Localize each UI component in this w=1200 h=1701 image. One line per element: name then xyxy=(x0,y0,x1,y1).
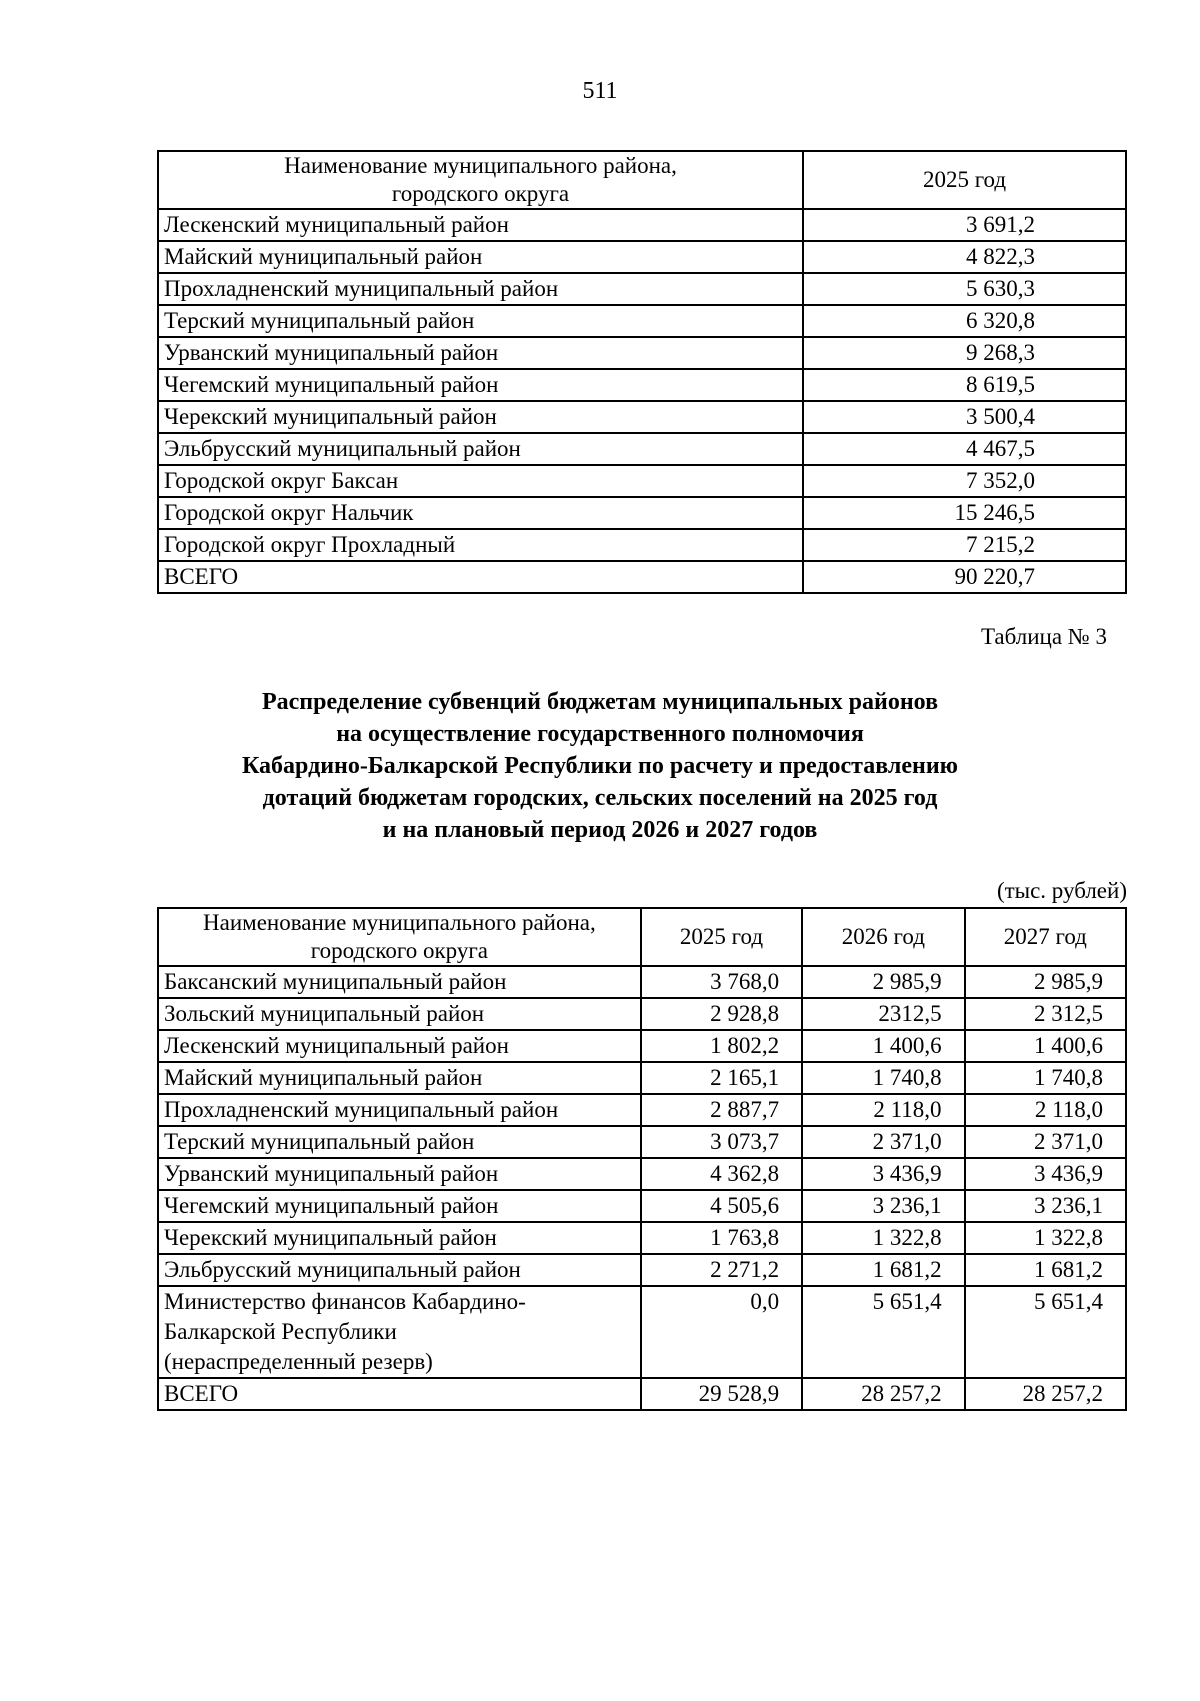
cell-name: Городской округ Нальчик xyxy=(158,497,803,529)
cell-2027: 3 436,9 xyxy=(965,1158,1126,1190)
cell-2025: 4 505,6 xyxy=(641,1190,802,1222)
table-row xyxy=(158,529,1126,561)
cell-2025: 1 802,2 xyxy=(641,1030,802,1062)
title-line: Кабардино-Балкарской Республики по расчету и предоставлению xyxy=(241,753,959,779)
cell-name: Эльбрусский муниципальный район xyxy=(158,1254,641,1286)
table-row xyxy=(158,465,1126,497)
table-row xyxy=(158,1062,1126,1094)
cell-name: Майский муниципальный район xyxy=(158,1062,641,1094)
cell-name: Зольский муниципальный район xyxy=(158,998,641,1030)
cell-name: Майский муниципальный район xyxy=(158,241,803,273)
table-row xyxy=(158,337,1126,369)
table-label: Таблица № 3 xyxy=(980,624,1107,649)
cell-2025: 9 268,3 xyxy=(803,337,1126,369)
column-header-2025: 2025 год xyxy=(641,908,802,966)
cell-2027: 1 740,8 xyxy=(965,1062,1126,1094)
cell-2026: 2 371,0 xyxy=(802,1126,964,1158)
table-row xyxy=(158,1158,1126,1190)
cell-2026: 2312,5 xyxy=(802,998,964,1030)
cell-name: Черекский муниципальный район xyxy=(158,401,803,433)
cell-name: Урванский муниципальный район xyxy=(158,337,803,369)
cell-2027: 2 118,0 xyxy=(965,1094,1126,1126)
cell-2025: 0,0 xyxy=(641,1286,802,1378)
total-row xyxy=(158,1378,1126,1410)
total-row xyxy=(158,561,1126,593)
column-header-name xyxy=(158,908,641,966)
table-row xyxy=(158,1254,1126,1286)
cell-name: Урванский муниципальный район xyxy=(158,1158,641,1190)
cell-2027: 1 681,2 xyxy=(965,1254,1126,1286)
title-line: Распределение субвенций бюджетам муниципальных районов xyxy=(261,689,939,715)
cell-2026: 2 985,9 xyxy=(802,966,964,998)
table-row xyxy=(158,1094,1126,1126)
page-number: 511 xyxy=(582,78,618,104)
table-row xyxy=(158,369,1126,401)
cell-2026: 3 236,1 xyxy=(802,1190,964,1222)
table-header-row xyxy=(158,908,1126,966)
cell-name: Черекский муниципальный район xyxy=(158,1222,641,1254)
cell-name: ВСЕГО xyxy=(158,561,803,593)
cell-name: ВСЕГО xyxy=(158,1378,641,1410)
table-row xyxy=(158,401,1126,433)
title-line: дотаций бюджетам городских, сельских поселений на 2025 год xyxy=(262,785,938,811)
cell-2026: 28 257,2 xyxy=(802,1378,964,1410)
table-row xyxy=(158,1190,1126,1222)
cell-name: Эльбрусский муниципальный район xyxy=(158,433,803,465)
cell-2027: 2 985,9 xyxy=(965,966,1126,998)
cell-2027: 28 257,2 xyxy=(965,1378,1126,1410)
cell-2027: 2 371,0 xyxy=(965,1126,1126,1158)
cell-2025: 8 619,5 xyxy=(803,369,1126,401)
cell-name: Городской округ Прохладный xyxy=(158,529,803,561)
cell-2026: 1 740,8 xyxy=(802,1062,964,1094)
title-line: и на плановый период 2026 и 2027 годов xyxy=(382,817,818,843)
cell-name: Городской округ Баксан xyxy=(158,465,803,497)
cell-2027: 5 651,4 xyxy=(965,1286,1126,1378)
table-row xyxy=(158,273,1126,305)
table-row xyxy=(158,209,1126,241)
cell-2027: 2 312,5 xyxy=(965,998,1126,1030)
cell-2026: 2 118,0 xyxy=(802,1094,964,1126)
cell-name: Баксанский муниципальный район xyxy=(158,966,641,998)
table-row xyxy=(158,1126,1126,1158)
table-row xyxy=(158,497,1126,529)
cell-2025: 2 887,7 xyxy=(641,1094,802,1126)
cell-2027: 3 236,1 xyxy=(965,1190,1126,1222)
table-subventions-2025-2027 xyxy=(157,907,1127,1411)
cell-name: Лескенский муниципальный район xyxy=(158,1030,641,1062)
column-header-name xyxy=(158,151,803,209)
header-name-text: Наименование муниципального района, городского округа xyxy=(203,910,596,963)
cell-2025: 3 768,0 xyxy=(641,966,802,998)
cell-2025: 3 691,2 xyxy=(803,209,1126,241)
cell-2025: 29 528,9 xyxy=(641,1378,802,1410)
cell-2025: 1 763,8 xyxy=(641,1222,802,1254)
table-title xyxy=(0,686,1200,846)
cell-2025: 2 271,2 xyxy=(641,1254,802,1286)
cell-name: Лескенский муниципальный район xyxy=(158,209,803,241)
cell-2025: 3 073,7 xyxy=(641,1126,802,1158)
table-row xyxy=(158,1286,1126,1378)
cell-2025: 4 822,3 xyxy=(803,241,1126,273)
column-header-2027: 2027 год xyxy=(965,908,1126,966)
table-row xyxy=(158,998,1126,1030)
cell-2025: 4 467,5 xyxy=(803,433,1126,465)
table-row xyxy=(158,1030,1126,1062)
cell-2026: 1 322,8 xyxy=(802,1222,964,1254)
cell-name: Чегемский муниципальный район xyxy=(158,1190,641,1222)
cell-2025: 2 165,1 xyxy=(641,1062,802,1094)
cell-name: Прохладненский муниципальный район xyxy=(158,1094,641,1126)
cell-name: Терский муниципальный район xyxy=(158,1126,641,1158)
column-header-2025: 2025 год xyxy=(803,151,1126,209)
title-line: на осуществление государственного полномочия xyxy=(336,721,864,747)
cell-2026: 1 400,6 xyxy=(802,1030,964,1062)
cell-2027: 1 400,6 xyxy=(965,1030,1126,1062)
cell-2025: 7 215,2 xyxy=(803,529,1126,561)
cell-2025: 5 630,3 xyxy=(803,273,1126,305)
table-row xyxy=(158,433,1126,465)
cell-2025: 90 220,7 xyxy=(803,561,1126,593)
cell-2026: 1 681,2 xyxy=(802,1254,964,1286)
cell-2025: 4 362,8 xyxy=(641,1158,802,1190)
cell-name: Терский муниципальный район xyxy=(158,305,803,337)
cell-name: Министерство финансов Кабардино- Балкарской Республики (нераспределенный резерв) xyxy=(158,1286,641,1378)
units-label: (тыс. рублей) xyxy=(996,878,1127,903)
header-name-text: Наименование муниципального района, городского округа xyxy=(284,153,677,206)
table-row xyxy=(158,241,1126,273)
cell-2025: 3 500,4 xyxy=(803,401,1126,433)
cell-2026: 3 436,9 xyxy=(802,1158,964,1190)
cell-2025: 15 246,5 xyxy=(803,497,1126,529)
cell-name: Чегемский муниципальный район xyxy=(158,369,803,401)
column-header-2026: 2026 год xyxy=(802,908,964,966)
table-header-row xyxy=(158,151,1126,209)
table-municipal-2025 xyxy=(157,150,1127,594)
cell-2025: 6 320,8 xyxy=(803,305,1126,337)
cell-2025: 7 352,0 xyxy=(803,465,1126,497)
cell-2027: 1 322,8 xyxy=(965,1222,1126,1254)
cell-2025: 2 928,8 xyxy=(641,998,802,1030)
cell-2026: 5 651,4 xyxy=(802,1286,964,1378)
cell-name: Прохладненский муниципальный район xyxy=(158,273,803,305)
table-row xyxy=(158,966,1126,998)
table-row xyxy=(158,305,1126,337)
table-row xyxy=(158,1222,1126,1254)
